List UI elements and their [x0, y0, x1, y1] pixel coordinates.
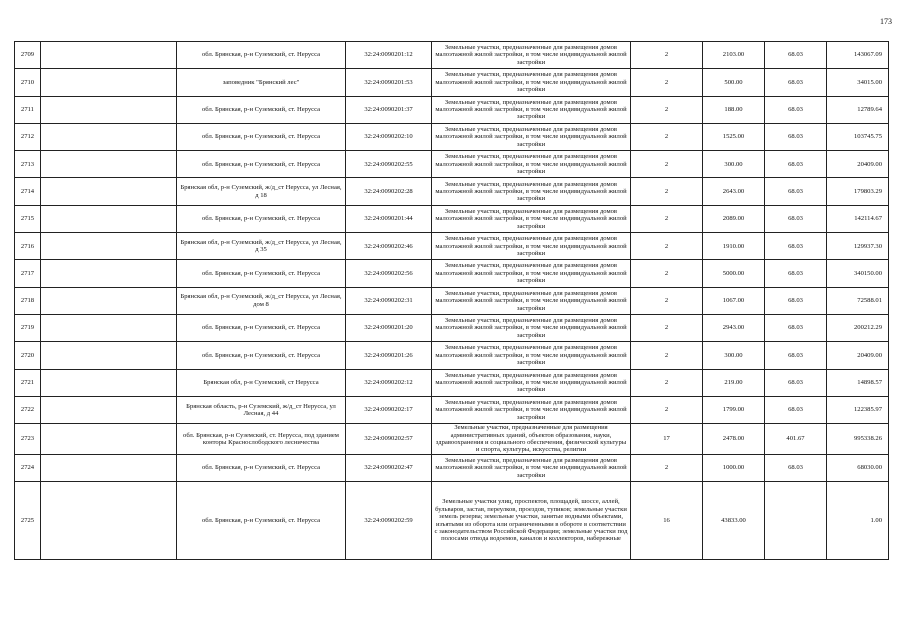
row-number-cell: 2716 [15, 233, 41, 260]
group-cell: 2 [631, 96, 703, 123]
area-cell: 2943.00 [703, 314, 765, 341]
rate-cell: 68.03 [765, 287, 827, 314]
cadastral-value-cell: 129937.30 [827, 233, 889, 260]
row-number-cell: 2713 [15, 151, 41, 178]
cadastral-value-cell: 103745.75 [827, 123, 889, 150]
land-purpose-cell: Земельные участки, предназначенные для размещения домов малоэтажной жилой застройки, в том числе индивидуальной жилой застройки [432, 69, 631, 96]
address-cell: обл. Брянская, р-н Суземский, ст. Нерусса [177, 482, 346, 560]
blank-cell [41, 205, 177, 232]
rate-cell: 68.03 [765, 151, 827, 178]
group-cell: 2 [631, 123, 703, 150]
address-cell: обл. Брянская, р-н Суземский, ст. Нерусса [177, 205, 346, 232]
blank-cell [41, 123, 177, 150]
land-purpose-cell: Земельные участки, предназначенные для размещения домов малоэтажной жилой застройки, в том числе индивидуальной жилой застройки [432, 454, 631, 481]
table-row [15, 396, 889, 423]
group-cell: 16 [631, 482, 703, 560]
address-cell: Брянская обл, р-н Суземский, ж/д_ст Нерусса, ул Лесная, д 35 [177, 233, 346, 260]
blank-cell [41, 287, 177, 314]
rate-cell: 68.03 [765, 205, 827, 232]
land-purpose-cell: Земельные участки, предназначенные для размещения домов малоэтажной жилой застройки, в том числе индивидуальной жилой застройки [432, 123, 631, 150]
blank-cell [41, 369, 177, 396]
group-cell: 2 [631, 42, 703, 69]
address-cell: заповедник "Брянский лес" [177, 69, 346, 96]
row-number-cell: 2721 [15, 369, 41, 396]
address-cell: обл. Брянская, р-н Суземский, ст. Нерусса [177, 342, 346, 369]
cadastral-number-cell: 32:24:0090202:55 [346, 151, 432, 178]
row-number-cell: 2711 [15, 96, 41, 123]
cadastral-number-cell: 32:24:0090201:53 [346, 69, 432, 96]
address-cell: обл. Брянская, р-н Суземский, ст. Нерусса [177, 96, 346, 123]
group-cell: 2 [631, 233, 703, 260]
land-purpose-cell: Земельные участки, предназначенные для размещения домов малоэтажной жилой застройки, в том числе индивидуальной жилой застройки [432, 205, 631, 232]
row-number-cell: 2724 [15, 454, 41, 481]
table-row [15, 454, 889, 481]
row-number-cell: 2712 [15, 123, 41, 150]
table-row [15, 424, 889, 455]
area-cell: 1067.00 [703, 287, 765, 314]
group-cell: 17 [631, 424, 703, 455]
cadastral-number-cell: 32:24:0090202:59 [346, 482, 432, 560]
address-cell: обл. Брянская, р-н Суземский, ст. Нерусса [177, 260, 346, 287]
table-row [15, 178, 889, 205]
address-cell: Брянская обл, р-н Суземский, ж/д_ст Нерусса, ул Лесная, дом 8 [177, 287, 346, 314]
cadastral-value-cell: 200212.29 [827, 314, 889, 341]
table-row [15, 314, 889, 341]
row-number-cell: 2715 [15, 205, 41, 232]
group-cell: 2 [631, 260, 703, 287]
cadastral-value-cell: 72588.01 [827, 287, 889, 314]
blank-cell [41, 454, 177, 481]
rate-cell: 68.03 [765, 233, 827, 260]
area-cell: 300.00 [703, 151, 765, 178]
group-cell: 2 [631, 287, 703, 314]
area-cell: 1799.00 [703, 396, 765, 423]
cadastral-number-cell: 32:24:0090202:56 [346, 260, 432, 287]
rate-cell: 68.03 [765, 314, 827, 341]
area-cell: 500.00 [703, 69, 765, 96]
cadastral-number-cell: 32:24:0090202:17 [346, 396, 432, 423]
blank-cell [41, 42, 177, 69]
address-cell: обл. Брянская, р-н Суземский, ст. Нерусса [177, 454, 346, 481]
blank-cell [41, 233, 177, 260]
cadastral-value-cell: 20409.00 [827, 342, 889, 369]
land-purpose-cell: Земельные участки, предназначенные для размещения домов малоэтажной жилой застройки, в том числе индивидуальной жилой застройки [432, 314, 631, 341]
land-purpose-cell: Земельные участки, предназначенные для размещения домов малоэтажной жилой застройки, в том числе индивидуальной жилой застройки [432, 233, 631, 260]
table-row [15, 123, 889, 150]
rate-cell: 68.03 [765, 396, 827, 423]
cadastral-value-cell: 12789.64 [827, 96, 889, 123]
land-purpose-cell: Земельные участки, предназначенные для размещения домов малоэтажной жилой застройки, в том числе индивидуальной жилой застройки [432, 42, 631, 69]
row-number-cell: 2719 [15, 314, 41, 341]
rate-cell: 68.03 [765, 369, 827, 396]
table-row [15, 233, 889, 260]
row-number-cell: 2710 [15, 69, 41, 96]
land-purpose-cell: Земельные участки, предназначенные для размещения домов малоэтажной жилой застройки, в том числе индивидуальной жилой застройки [432, 96, 631, 123]
cadastral-value-cell: 1.00 [827, 482, 889, 560]
row-number-cell: 2709 [15, 42, 41, 69]
table-row [15, 96, 889, 123]
land-registry-table [14, 41, 889, 560]
land-purpose-cell: Земельные участки, предназначенные для размещения домов малоэтажной жилой застройки, в том числе индивидуальной жилой застройки [432, 369, 631, 396]
cadastral-number-cell: 32:24:0090202:31 [346, 287, 432, 314]
area-cell: 1910.00 [703, 233, 765, 260]
rate-cell: 68.03 [765, 260, 827, 287]
blank-cell [41, 424, 177, 455]
cadastral-number-cell: 32:24:0090202:10 [346, 123, 432, 150]
area-cell: 300.00 [703, 342, 765, 369]
rate-cell: 68.03 [765, 69, 827, 96]
rate-cell: 68.03 [765, 342, 827, 369]
cadastral-value-cell: 34015.00 [827, 69, 889, 96]
cadastral-value-cell: 122385.97 [827, 396, 889, 423]
row-number-cell: 2718 [15, 287, 41, 314]
table-row [15, 260, 889, 287]
cadastral-number-cell: 32:24:0090202:46 [346, 233, 432, 260]
cadastral-number-cell: 32:24:0090201:37 [346, 96, 432, 123]
cadastral-number-cell: 32:24:0090202:12 [346, 369, 432, 396]
blank-cell [41, 151, 177, 178]
address-cell: Брянская область, р-н Суземский, ж/д_ст Нерусса, ул Лесная, д 44 [177, 396, 346, 423]
blank-cell [41, 69, 177, 96]
cadastral-value-cell: 179803.29 [827, 178, 889, 205]
land-purpose-cell: Земельные участки, предназначенные для размещения домов малоэтажной жилой застройки, в том числе индивидуальной жилой застройки [432, 287, 631, 314]
row-number-cell: 2720 [15, 342, 41, 369]
table-row [15, 482, 889, 560]
area-cell: 43833.00 [703, 482, 765, 560]
blank-cell [41, 482, 177, 560]
cadastral-number-cell: 32:24:0090201:12 [346, 42, 432, 69]
group-cell: 2 [631, 151, 703, 178]
group-cell: 2 [631, 69, 703, 96]
area-cell: 2643.00 [703, 178, 765, 205]
land-purpose-cell: Земельные участки, предназначенные для размещения административных зданий, объектов образования, науки, здравоохранения и социального обеспечения, физической культуры и спорта, культуры, искусства, религии [432, 424, 631, 455]
land-purpose-cell: Земельные участки улиц, проспектов, площадей, шоссе, аллей, бульваров, застав, переулков, проездов, тупиков; земельные участки земель резерва; земельные участки, занятые водными объектами, изъятыми из оборота или ограниченными в обороте в соответствии с законодательством Российской Федерации; земельные участки под полосами отвода водоемов, каналов и коллекторов, набережные [432, 482, 631, 560]
blank-cell [41, 314, 177, 341]
rate-cell: 68.03 [765, 96, 827, 123]
land-purpose-cell: Земельные участки, предназначенные для размещения домов малоэтажной жилой застройки, в том числе индивидуальной жилой застройки [432, 396, 631, 423]
blank-cell [41, 178, 177, 205]
address-cell: обл. Брянская, р-н Суземский, ст. Нерусса, под зданием конторы Краснослободского лесничества [177, 424, 346, 455]
rate-cell: 68.03 [765, 123, 827, 150]
cadastral-number-cell: 32:24:0090202:28 [346, 178, 432, 205]
rate-cell: 68.03 [765, 42, 827, 69]
address-cell: обл. Брянская, р-н Суземский, ст. Нерусса [177, 151, 346, 178]
address-cell: Брянская обл, р-н Суземский, ж/д_ст Нерусса, ул Лесная, д 18 [177, 178, 346, 205]
page-number: 173 [880, 17, 892, 26]
blank-cell [41, 396, 177, 423]
cadastral-value-cell: 20409.00 [827, 151, 889, 178]
area-cell: 2478.00 [703, 424, 765, 455]
table-row [15, 369, 889, 396]
table-row [15, 205, 889, 232]
blank-cell [41, 260, 177, 287]
group-cell: 2 [631, 178, 703, 205]
table-row [15, 42, 889, 69]
table-row [15, 69, 889, 96]
cadastral-value-cell: 143067.09 [827, 42, 889, 69]
address-cell: обл. Брянская, р-н Суземский, ст. Нерусса [177, 123, 346, 150]
area-cell: 2103.00 [703, 42, 765, 69]
cadastral-number-cell: 32:24:0090201:44 [346, 205, 432, 232]
group-cell: 2 [631, 205, 703, 232]
row-number-cell: 2723 [15, 424, 41, 455]
area-cell: 1000.00 [703, 454, 765, 481]
row-number-cell: 2714 [15, 178, 41, 205]
cadastral-number-cell: 32:24:0090201:20 [346, 314, 432, 341]
row-number-cell: 2722 [15, 396, 41, 423]
rate-cell [765, 482, 827, 560]
rate-cell: 68.03 [765, 178, 827, 205]
rate-cell: 401.67 [765, 424, 827, 455]
cadastral-value-cell: 340150.00 [827, 260, 889, 287]
cadastral-number-cell: 32:24:0090202:47 [346, 454, 432, 481]
land-purpose-cell: Земельные участки, предназначенные для размещения домов малоэтажной жилой застройки, в том числе индивидуальной жилой застройки [432, 151, 631, 178]
cadastral-value-cell: 995338.26 [827, 424, 889, 455]
blank-cell [41, 342, 177, 369]
table-row [15, 151, 889, 178]
group-cell: 2 [631, 314, 703, 341]
area-cell: 219.00 [703, 369, 765, 396]
area-cell: 2089.00 [703, 205, 765, 232]
land-purpose-cell: Земельные участки, предназначенные для размещения домов малоэтажной жилой застройки, в том числе индивидуальной жилой застройки [432, 260, 631, 287]
cadastral-number-cell: 32:24:0090201:26 [346, 342, 432, 369]
row-number-cell: 2717 [15, 260, 41, 287]
land-purpose-cell: Земельные участки, предназначенные для размещения домов малоэтажной жилой застройки, в том числе индивидуальной жилой застройки [432, 342, 631, 369]
group-cell: 2 [631, 396, 703, 423]
cadastral-value-cell: 14898.57 [827, 369, 889, 396]
row-number-cell: 2725 [15, 482, 41, 560]
area-cell: 188.00 [703, 96, 765, 123]
table-row [15, 342, 889, 369]
cadastral-value-cell: 142114.67 [827, 205, 889, 232]
group-cell: 2 [631, 342, 703, 369]
cadastral-number-cell: 32:24:0090202:57 [346, 424, 432, 455]
table-body [15, 42, 889, 560]
address-cell: обл. Брянская, р-н Суземский, ст. Нерусса [177, 314, 346, 341]
area-cell: 5000.00 [703, 260, 765, 287]
address-cell: Брянская обл, р-н Суземский, ст Нерусса [177, 369, 346, 396]
table-row [15, 287, 889, 314]
rate-cell: 68.03 [765, 454, 827, 481]
cadastral-value-cell: 68030.00 [827, 454, 889, 481]
group-cell: 2 [631, 454, 703, 481]
blank-cell [41, 96, 177, 123]
address-cell: обл. Брянская, р-н Суземский, ст. Нерусса [177, 42, 346, 69]
area-cell: 1525.00 [703, 123, 765, 150]
group-cell: 2 [631, 369, 703, 396]
land-purpose-cell: Земельные участки, предназначенные для размещения домов малоэтажной жилой застройки, в том числе индивидуальной жилой застройки [432, 178, 631, 205]
